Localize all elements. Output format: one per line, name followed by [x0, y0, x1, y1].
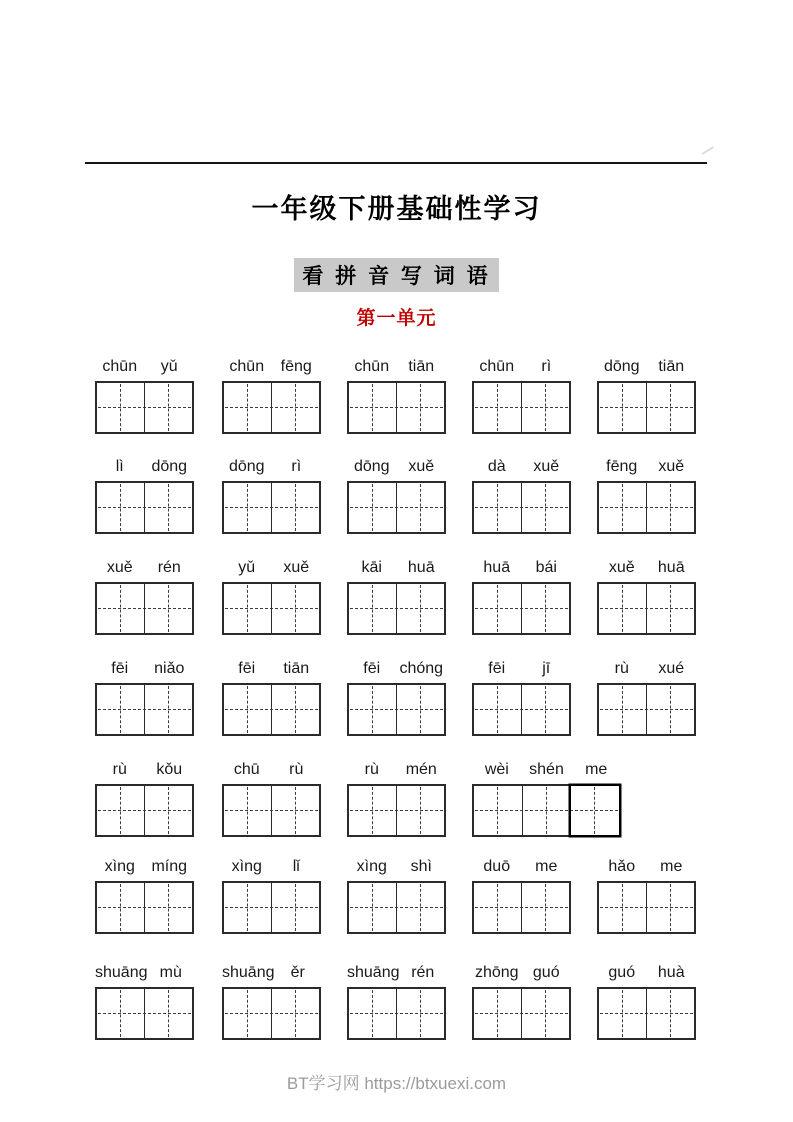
word-group — [347, 657, 446, 736]
writing-box — [349, 483, 397, 532]
writing-box — [272, 584, 319, 633]
pinyin-syllable: xìng — [104, 858, 135, 875]
writing-grid — [472, 582, 571, 635]
writing-box — [272, 383, 319, 432]
writing-grid — [597, 987, 696, 1040]
worksheet-row — [95, 657, 755, 736]
pinyin-syllable: fēi — [111, 660, 129, 677]
writing-grid — [597, 381, 696, 434]
pinyin-syllable: huā — [407, 559, 435, 576]
word-group — [597, 961, 696, 1040]
pinyin-syllable: xuě — [408, 458, 435, 475]
word-group — [347, 855, 446, 934]
pinyin-label — [95, 355, 194, 379]
pinyin-syllable: shì — [410, 858, 432, 875]
writing-box — [272, 989, 319, 1038]
pinyin-syllable: wèi — [484, 761, 509, 778]
pinyin-syllable: xuě — [658, 458, 685, 475]
writing-box — [474, 383, 522, 432]
writing-box — [145, 989, 192, 1038]
pinyin-syllable: xìng — [356, 858, 387, 875]
word-group — [95, 961, 194, 1040]
section-heading: 看 拼 音 写 词 语 — [294, 258, 498, 292]
pinyin-syllable: chóng — [399, 660, 444, 677]
writing-box — [599, 383, 647, 432]
pinyin-syllable: duō — [483, 858, 511, 875]
writing-grid — [95, 987, 194, 1040]
pinyin-syllable: lǐ — [292, 858, 300, 875]
pinyin-rows — [95, 355, 755, 1062]
writing-box — [599, 685, 647, 734]
writing-box — [599, 483, 647, 532]
writing-grid — [95, 481, 194, 534]
writing-box — [272, 685, 319, 734]
writing-box — [97, 483, 145, 532]
writing-box — [224, 383, 272, 432]
writing-grid — [472, 881, 571, 934]
writing-box — [97, 786, 145, 835]
pinyin-syllable: shuāng — [347, 964, 400, 981]
writing-box — [145, 786, 192, 835]
pinyin-syllable: zhōng — [474, 964, 519, 981]
pinyin-syllable: lì — [115, 458, 124, 475]
writing-box — [647, 584, 694, 633]
word-group — [347, 961, 446, 1040]
writing-grid — [472, 987, 571, 1040]
pinyin-syllable: me — [660, 858, 683, 875]
writing-box — [97, 685, 145, 734]
writing-box — [224, 786, 272, 835]
writing-grid — [222, 784, 321, 837]
pinyin-syllable: xué — [658, 660, 685, 677]
pinyin-syllable: xuě — [283, 559, 310, 576]
writing-grid — [597, 481, 696, 534]
page-title: 一年级下册基础性学习 — [251, 194, 542, 224]
pinyin-syllable: míng — [151, 858, 188, 875]
worksheet-row — [95, 758, 755, 837]
writing-grid — [95, 582, 194, 635]
pinyin-syllable: kǒu — [156, 761, 183, 778]
writing-box — [599, 584, 647, 633]
writing-grid — [347, 881, 446, 934]
pinyin-syllable: fēng — [280, 358, 312, 375]
writing-grid — [95, 784, 194, 837]
pinyin-syllable: rén — [411, 964, 435, 981]
pinyin-syllable: huā — [657, 559, 685, 576]
pinyin-syllable: chūn — [354, 358, 390, 375]
pinyin-label — [472, 455, 571, 479]
pinyin-label — [597, 556, 696, 580]
pinyin-label — [347, 455, 446, 479]
pinyin-syllable: kāi — [361, 559, 382, 576]
writing-box — [97, 883, 145, 932]
pinyin-syllable: chūn — [102, 358, 138, 375]
pinyin-label — [95, 758, 194, 782]
pinyin-syllable: shén — [529, 761, 564, 778]
writing-box — [522, 383, 569, 432]
pinyin-syllable: dōng — [603, 358, 640, 375]
writing-box — [397, 989, 444, 1038]
pinyin-syllable: dōng — [151, 458, 188, 475]
pinyin-label — [347, 657, 446, 681]
writing-grid — [95, 381, 194, 434]
pinyin-label — [95, 556, 194, 580]
pinyin-syllable: dà — [487, 458, 506, 475]
pinyin-syllable: tiān — [658, 358, 685, 375]
word-group — [597, 556, 696, 635]
writing-grid — [597, 582, 696, 635]
pinyin-syllable: niǎo — [154, 660, 185, 677]
word-group — [347, 758, 446, 837]
word-group — [347, 355, 446, 434]
writing-grid — [347, 683, 446, 736]
word-group — [597, 657, 696, 736]
pinyin-syllable: bái — [535, 559, 557, 576]
pinyin-label — [597, 355, 696, 379]
pinyin-label — [347, 961, 446, 985]
writing-box — [522, 483, 569, 532]
pinyin-syllable: tiān — [283, 660, 310, 677]
worksheet-row — [95, 556, 755, 635]
writing-box — [647, 883, 694, 932]
pinyin-syllable: rì — [291, 458, 302, 475]
writing-grid — [222, 987, 321, 1040]
writing-grid — [472, 381, 571, 434]
pinyin-syllable: tiān — [408, 358, 435, 375]
word-group — [95, 556, 194, 635]
pinyin-syllable: mén — [405, 761, 437, 778]
writing-box — [522, 685, 569, 734]
writing-box — [397, 786, 444, 835]
pinyin-syllable: fēng — [606, 458, 638, 475]
writing-grid — [597, 881, 696, 934]
pinyin-syllable: chūn — [229, 358, 265, 375]
pinyin-label — [222, 758, 321, 782]
pinyin-syllable: rù — [364, 761, 379, 778]
pinyin-label — [95, 657, 194, 681]
pinyin-label — [597, 961, 696, 985]
writing-box — [224, 685, 272, 734]
writing-box — [145, 483, 192, 532]
writing-box — [349, 584, 397, 633]
pinyin-syllable: hǎo — [608, 858, 636, 875]
writing-grid — [222, 381, 321, 434]
pinyin-label — [472, 855, 571, 879]
word-group — [222, 355, 321, 434]
writing-box — [349, 989, 397, 1038]
pinyin-syllable: rù — [289, 761, 304, 778]
writing-box — [647, 685, 694, 734]
writing-grid — [472, 481, 571, 534]
writing-box — [224, 483, 272, 532]
pinyin-label — [347, 855, 446, 879]
pinyin-syllable: yǔ — [160, 358, 178, 375]
writing-box — [97, 989, 145, 1038]
pinyin-syllable: huà — [657, 964, 685, 981]
pinyin-label — [347, 355, 446, 379]
word-group — [597, 855, 696, 934]
word-group — [222, 657, 321, 736]
pinyin-syllable: rén — [157, 559, 181, 576]
writing-box — [397, 483, 444, 532]
pinyin-label — [347, 758, 446, 782]
word-group — [222, 455, 321, 534]
worksheet-row — [95, 455, 755, 534]
writing-grid — [597, 683, 696, 736]
pinyin-syllable: xuě — [106, 559, 133, 576]
word-group — [347, 556, 446, 635]
writing-grid — [222, 481, 321, 534]
pinyin-syllable: rì — [541, 358, 552, 375]
pinyin-label — [472, 355, 571, 379]
pinyin-syllable: fēi — [488, 660, 506, 677]
pinyin-syllable: dōng — [228, 458, 265, 475]
writing-box — [349, 685, 397, 734]
writing-box — [647, 989, 694, 1038]
pinyin-label — [222, 355, 321, 379]
pinyin-label — [472, 758, 621, 782]
writing-box — [474, 685, 522, 734]
worksheet-row — [95, 855, 755, 934]
pinyin-syllable: shuāng — [95, 964, 148, 981]
word-group — [222, 855, 321, 934]
writing-box — [474, 883, 522, 932]
writing-box — [599, 883, 647, 932]
word-group — [347, 455, 446, 534]
word-group — [95, 657, 194, 736]
pinyin-label — [347, 556, 446, 580]
word-group — [222, 961, 321, 1040]
writing-grid — [347, 582, 446, 635]
writing-box — [272, 883, 319, 932]
writing-grid — [95, 683, 194, 736]
pinyin-label — [95, 455, 194, 479]
writing-box — [522, 584, 569, 633]
header-rule — [85, 162, 707, 164]
writing-box — [571, 786, 619, 835]
word-group — [222, 758, 321, 837]
writing-box — [97, 584, 145, 633]
writing-box — [349, 786, 397, 835]
word-group — [95, 455, 194, 534]
word-group — [472, 355, 571, 434]
worksheet-row — [95, 355, 755, 434]
pinyin-syllable: mù — [159, 964, 182, 981]
pinyin-syllable: yǔ — [238, 559, 256, 576]
pinyin-label — [222, 455, 321, 479]
pinyin-label — [222, 961, 321, 985]
writing-box — [474, 786, 523, 835]
pinyin-label — [95, 855, 194, 879]
writing-box — [97, 383, 145, 432]
pinyin-label — [95, 961, 194, 985]
writing-grid — [222, 683, 321, 736]
writing-box — [599, 989, 647, 1038]
writing-box — [523, 786, 572, 835]
writing-grid — [95, 881, 194, 934]
pinyin-syllable: dōng — [353, 458, 390, 475]
pinyin-syllable: xuě — [533, 458, 560, 475]
word-group — [472, 961, 571, 1040]
word-group — [222, 556, 321, 635]
writing-grid — [222, 582, 321, 635]
pinyin-label — [222, 657, 321, 681]
writing-box — [397, 383, 444, 432]
pinyin-syllable: chū — [233, 761, 260, 778]
pinyin-label — [472, 961, 571, 985]
writing-box — [145, 584, 192, 633]
pinyin-label — [222, 556, 321, 580]
pinyin-syllable: guó — [532, 964, 560, 981]
word-group — [597, 455, 696, 534]
writing-box — [224, 989, 272, 1038]
pinyin-label — [472, 556, 571, 580]
writing-box — [224, 883, 272, 932]
writing-box — [647, 383, 694, 432]
pinyin-syllable: huā — [483, 559, 511, 576]
word-group — [95, 855, 194, 934]
worksheet-row — [95, 961, 755, 1040]
writing-box — [272, 483, 319, 532]
writing-box — [349, 383, 397, 432]
pinyin-syllable: shuāng — [222, 964, 275, 981]
pinyin-syllable: fēi — [363, 660, 381, 677]
pinyin-syllable: chūn — [479, 358, 515, 375]
footer-credit: BT学习网 https://btxuexi.com — [286, 1074, 507, 1093]
pinyin-syllable: xuě — [608, 559, 635, 576]
word-group — [472, 758, 621, 837]
writing-box — [397, 685, 444, 734]
word-group — [95, 758, 194, 837]
pinyin-label — [597, 855, 696, 879]
writing-box — [522, 883, 569, 932]
writing-grid — [222, 881, 321, 934]
writing-box — [647, 483, 694, 532]
pinyin-syllable: me — [535, 858, 558, 875]
writing-box — [397, 584, 444, 633]
writing-box — [145, 383, 192, 432]
unit-label: 第一单元 — [356, 308, 437, 329]
writing-box — [272, 786, 319, 835]
writing-box — [349, 883, 397, 932]
pinyin-syllable: rù — [112, 761, 127, 778]
word-group — [472, 455, 571, 534]
pinyin-label — [222, 855, 321, 879]
writing-box — [145, 883, 192, 932]
scan-artifact — [702, 146, 717, 160]
pinyin-label — [597, 455, 696, 479]
pinyin-syllable: guó — [608, 964, 636, 981]
word-group — [472, 556, 571, 635]
section-heading-wrap — [0, 258, 793, 292]
writing-box — [224, 584, 272, 633]
pinyin-syllable: jī — [542, 660, 551, 677]
writing-grid — [347, 381, 446, 434]
pinyin-syllable: ěr — [290, 964, 305, 981]
writing-box — [474, 989, 522, 1038]
writing-grid — [472, 784, 621, 837]
writing-box — [397, 883, 444, 932]
writing-box — [474, 483, 522, 532]
writing-box — [145, 685, 192, 734]
writing-grid — [347, 987, 446, 1040]
writing-grid — [347, 784, 446, 837]
word-group — [597, 355, 696, 434]
writing-grid — [347, 481, 446, 534]
pinyin-syllable: xìng — [231, 858, 262, 875]
word-group — [95, 355, 194, 434]
writing-grid — [472, 683, 571, 736]
word-group — [472, 657, 571, 736]
pinyin-label — [597, 657, 696, 681]
pinyin-label — [472, 657, 571, 681]
pinyin-syllable: fēi — [238, 660, 256, 677]
pinyin-syllable: me — [585, 761, 608, 778]
writing-box — [474, 584, 522, 633]
word-group — [472, 855, 571, 934]
pinyin-syllable: rù — [614, 660, 629, 677]
writing-box — [522, 989, 569, 1038]
